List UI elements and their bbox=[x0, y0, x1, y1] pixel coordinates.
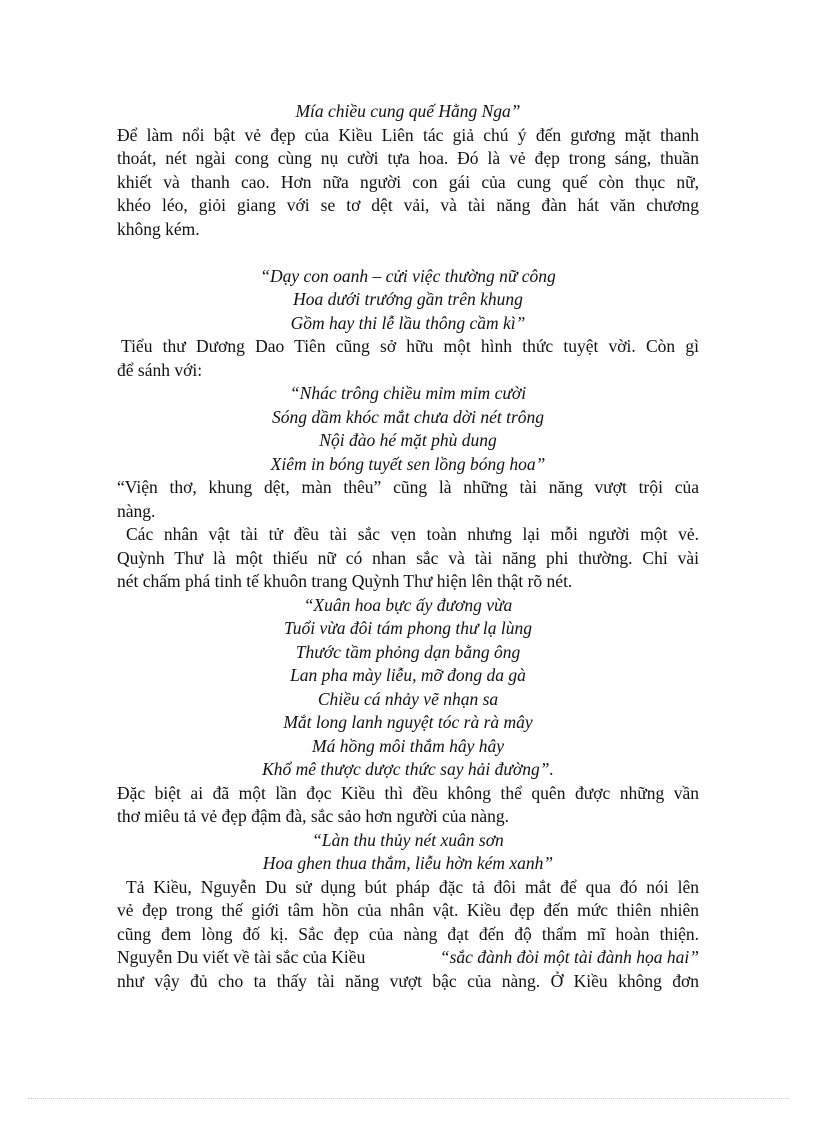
poem-line: Má hồng môi thắm hây hây bbox=[312, 735, 504, 756]
paragraph-line: Tả Kiều, Nguyễn Du sử dụng bút pháp đặc tả đôi mắt để qua đó nói lên bbox=[126, 876, 699, 897]
paragraph-line: Để làm nổi bật vẻ đẹp của Kiều Liên tác giả chú ý đến gương mặt thanh bbox=[117, 124, 699, 145]
paragraph-line: Đặc biệt ai đã một lần đọc Kiều thì đều không thể quên được những vần bbox=[117, 782, 699, 803]
poem-line: Tuổi vừa đôi tám phong thư lạ lùng bbox=[283, 618, 533, 638]
poem-line: Gồm hay thi lễ lầu thông cầm kì” bbox=[290, 312, 526, 333]
paragraph-line: “Viện thơ, khung dệt, màn thêu” cũng là những tài năng vượt trội của bbox=[117, 477, 699, 497]
body-text bbox=[117, 100, 699, 993]
paragraph-line: không kém. bbox=[117, 218, 200, 239]
poem-line: Thước tầm phỏng dạn bằng ông bbox=[295, 641, 521, 662]
paragraph-line: để sánh với: bbox=[117, 359, 203, 380]
paragraph-line: như vậy đủ cho ta thấy tài năng vượt bậc của nàng. Ở Kiều không đơn bbox=[117, 970, 699, 991]
poem-line: Mía chiều cung quế Hằng Nga” bbox=[295, 101, 521, 121]
poem-line: “Nhác trông chiều mỉm mỉm cười bbox=[289, 383, 527, 403]
poem-line: Xiêm in bóng tuyết sen lồng bóng hoa” bbox=[270, 453, 546, 474]
line-text: Nguyễn Du viết về tài sắc của Kiều bbox=[117, 947, 366, 967]
paragraph-line: Tiểu thư Dương Dao Tiên cũng sở hữu một hình thức tuyệt vời. Còn gì bbox=[121, 336, 699, 356]
page-bottom-rule bbox=[28, 1098, 788, 1099]
paragraph-line: Các nhân vật tài tử đều tài sắc vẹn toàn nhưng lại mỗi người một vẻ. bbox=[126, 524, 699, 544]
blank-line bbox=[117, 241, 699, 265]
paragraph-line: khiết và thanh cao. Hơn nữa người con gái của cung quế còn thục nữ, bbox=[117, 171, 699, 192]
paragraph-line: Quỳnh Thư là một thiếu nữ có nhan sắc và tài năng phi thường. Chỉ vài bbox=[117, 547, 699, 568]
poem-line: Hoa ghen thua thắm, liễu hờn kém xanh” bbox=[262, 853, 554, 873]
poem-line: “Xuân hoa bực ấy đương vừa bbox=[303, 594, 513, 615]
paragraph-line: cũng đem lòng đố kị. Sắc đẹp của nàng đạt đến độ thẩm mĩ hoàn thiện. bbox=[117, 923, 699, 944]
poem-line: Khổ mê thược dược thức say hải đường”. bbox=[262, 759, 554, 779]
poem-line: Mắt long lanh nguyệt tóc rà rà mây bbox=[283, 712, 533, 732]
poem-line: Sóng dầm khóc mắt chưa dời nét trông bbox=[271, 406, 545, 427]
poem-line: Hoa dưới trướng gần trên khung bbox=[293, 289, 523, 309]
paragraph-line: khéo léo, giỏi giang với se tơ dệt vải, và tài năng đàn hát văn chương bbox=[117, 195, 699, 215]
paragraph-line bbox=[117, 946, 699, 970]
paragraph-line: nàng. bbox=[117, 500, 156, 521]
paragraph-line: nét chấm phá tinh tế khuôn trang Quỳnh Thư hiện lên thật rõ nét. bbox=[117, 571, 573, 591]
paragraph-line: vẻ đẹp trong thế giới tâm hồn của nhân vật. Kiều đẹp đến mức thiên nhiên bbox=[117, 900, 699, 920]
paragraph-line: thơ miêu tả vẻ đẹp đậm đà, sắc sảo hơn người của nàng. bbox=[117, 806, 509, 826]
paragraph-line: thoát, nét ngài cong cùng nụ cười tựa hoa. Đó là vẻ đẹp trong sáng, thuần bbox=[117, 148, 699, 168]
poem-line: Lan pha mày liễu, mỡ đong da gà bbox=[290, 665, 526, 685]
poem-line: “Dạy con oanh – cửi việc thường nữ công bbox=[260, 265, 556, 286]
poem-line: “Làn thu thủy nét xuân sơn bbox=[312, 829, 504, 850]
inline-quote: “sắc đành đòi một tài đành họa hai” bbox=[439, 947, 699, 967]
poem-line: Chiều cá nhảy vẽ nhạn sa bbox=[317, 688, 499, 709]
poem-line: Nội đào hé mặt phù dung bbox=[319, 430, 497, 450]
